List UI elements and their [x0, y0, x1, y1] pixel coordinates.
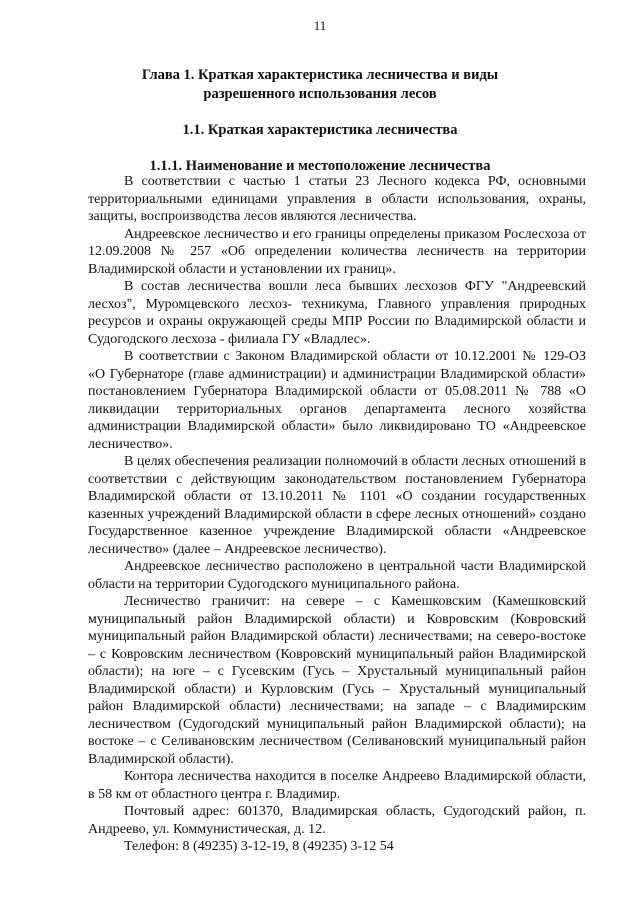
paragraph: В соответствии с Законом Владимирской области от 10.12.2001 № 129-ОЗ «О Губернаторе (главе администрации) и администрации Владимирской области» постановлением Губернатора Владимирской области от 05.08.2011 № 788 «О ликвидации территориальных органов департамента лесного хозяйства администрации Владимирской области» было ликвидировано ТО «Андреевское лесничество». — [88, 349, 586, 452]
subsection-title: 1.1.1. Наименование и местоположение лесничества — [149, 158, 491, 174]
paragraph: Андреевское лесничество расположено в центральной части Владимирской области на территории Судогодского муниципального района. — [88, 559, 586, 592]
paragraph: Лесничество граничит: на севере – с Камешковским (Камешковский муниципальный район Владимирской области) и Ковровским (Ковровский муниципальный район Владимирской области) лесничествами; на северо-востоке – с Ковровским лесничеством (Ковровский муниципальный район Владимирской области); на юге – с Гусевским (Гусь – Хрустальный муниципальный район Владимирской области) и Курловским (Гусь – Хрустальный муниципальный район Владимирской области) лесничествами; на западе – с Владимирским лесничеством (Судогодский муниципальный район Владимирской области); на востоке – с Селивановским лесничеством (Селивановский муниципальный район Владимирской области). — [88, 594, 586, 767]
page-number: 11 — [313, 18, 327, 33]
paragraph: Почтовый адрес: 601370, Владимирская область, Судогодский район, п. Андреево, ул. Коммунистическая, д. 12. — [88, 804, 586, 837]
paragraph: Контора лесничества находится в поселке Андреево Владимирской области, в 58 км от областного центра г. Владимир. — [88, 769, 586, 802]
paragraph: В соответствии с частью 1 статьи 23 Лесного кодекса РФ, основными территориальными единицами управления в области использования, охраны, защиты, воспроизводства лесов являются лесничества. — [88, 174, 586, 224]
headings-block — [0, 66, 640, 176]
document-body — [88, 173, 586, 856]
paragraph: Телефон: 8 (49235) 3-12-19, 8 (49235) 3-12 54 — [124, 839, 394, 854]
section-title: 1.1. Краткая характеристика лесничества — [182, 122, 458, 138]
chapter-title: Глава 1. Краткая характеристика лесничества и виды разрешенного использования лесов — [141, 67, 499, 102]
paragraph: В состав лесничества вошли леса бывших лесхозов ФГУ "Андреевский лесхоз", Муромцевского лесхоз- техникума, Главного управления природных ресурсов и охраны окружающей среды МПР России по Владимирской области и Судогодского лесхоза - филиала ГУ «Владлес». — [88, 279, 586, 347]
paragraph: Андреевское лесничество и его границы определены приказом Рослесхоза от 12.09.2008 № 257 «Об определении количества лесничеств на территории Владимирской области и установлении их границ». — [88, 226, 586, 277]
paragraph: В целях обеспечения реализации полномочий в области лесных отношений в соответствии с действующим законодательством постановлением Губернатора Владимирской области от 13.10.2011 № 1101 «О создании государственных казенных учреждений Владимирской области в сфере лесных отношений» создано Государственное казенное учреждение Владимирской области «Андреевское лесничество» (далее – Андреевское лесничество). — [88, 454, 586, 557]
